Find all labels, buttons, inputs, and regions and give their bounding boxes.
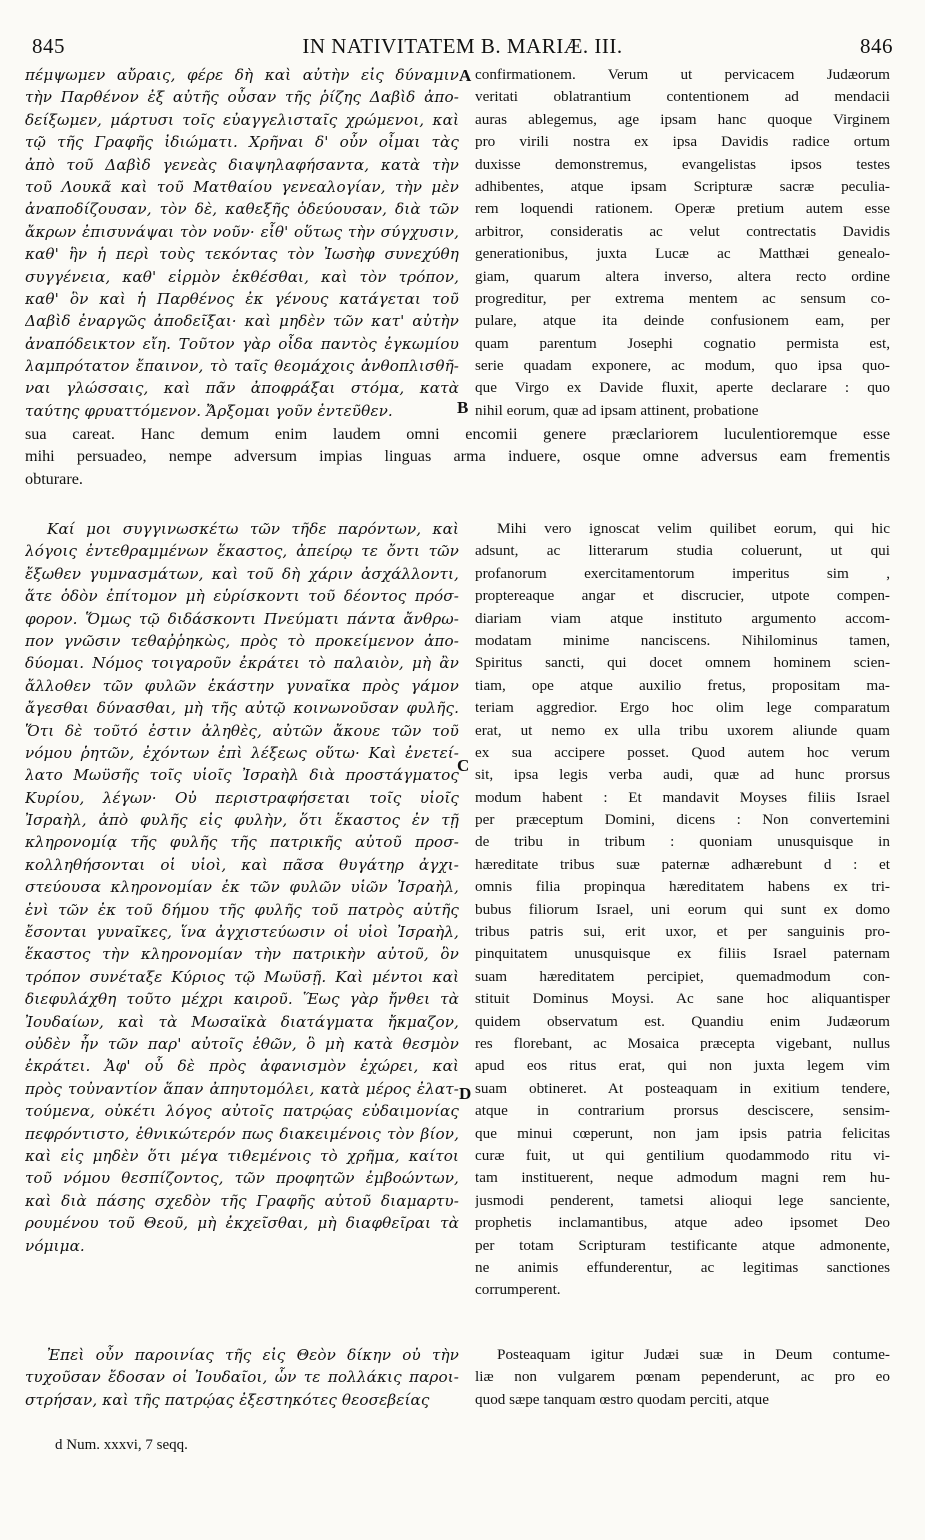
page-number-left: 845 [32, 34, 65, 58]
text-line: generationibus, juxta Lucæ ac Matthæi genealo- [475, 245, 890, 263]
text-line: sua careat. Hanc demum enim laudem omni encomii genere præclariorem luculentioremque esse [25, 425, 890, 443]
text-line: tiam, ope atque auxilio fretus, propositam ma- [475, 676, 890, 694]
text-line: κολληθήσονται οἱ υἱοὶ, καὶ πᾶσα θυγάτηρ ἀγχι- [25, 855, 459, 874]
text-line: jusmodi penderent, tametsi alioqui lege sanciente, [475, 1191, 890, 1209]
text-line: proptereaque angar et discrucier, utpote compen- [475, 587, 890, 605]
text-line: λόγοις ἐντεθραμμένων ἕκαστος, ἀπείρῳ τε ὄντι τῶν [25, 542, 459, 561]
full-width-latin-paragraph [25, 423, 890, 490]
text-line: modum habent : Et mandavit Moyses filiis Israel [475, 788, 890, 806]
text-line: στεύουσα κληρονομίαν ἐκ τῶν φυλῶν υἱῶν Ἰσραὴλ, [25, 878, 459, 897]
text-line: ἑνὶ τῶν ἐκ τοῦ δήμου τῆς φυλῆς τοῦ πατρὸς αὐτῆς [25, 900, 459, 919]
text-line: res florebant, ac Mosaica præcepta vigebant, nullus [475, 1034, 890, 1052]
text-line: teriam aggredior. Ergo hoc olim lege comparatum [475, 699, 890, 717]
text-line: confirmationem. Verum ut pervicacem Judæorum [475, 66, 890, 83]
text-line: ἀναπόδεικτον εἴη. Τοῦτον γὰρ οἶδα παντὸς ἐγκωμίου [25, 334, 459, 353]
text-line: nihil eorum, quæ ad ipsam attinent, probatione [475, 401, 759, 419]
text-line: τρόπον συνέταξε Κύριος τῷ Μωϋσῇ. Καὶ μέντοι καὶ [25, 967, 459, 986]
text-line: sit, ipsa legis verba audi, quæ ad hunc prorsus [475, 766, 890, 784]
text-line: ἄγεσθαι δύνασθαι, μὴ τῆς αὐτῷ κοινωνοῦσαν φυλῆς. [25, 699, 459, 718]
greek-column-part-2 [25, 518, 459, 1257]
text-line: pinquitatem unusquisque ex filiis Israel paternam [475, 945, 890, 963]
text-line: ἄλλοθεν τῶν φυλῶν ἑκάστην γυναῖκα πρὸς γάμον [25, 676, 459, 695]
text-line: apud eos ritus erat, qui non juxta legem vim [475, 1057, 890, 1075]
text-line: stituit Dominus Moysi. Ac sane hoc aliquantisper [475, 990, 890, 1008]
text-line: πέμψωμεν αὔραις, φέρε δὴ καὶ αὐτὴν εἰς δύναμιν [25, 66, 459, 84]
text-line: prophetis inclamantibus, atque adeo ipsomet Deo [475, 1214, 890, 1232]
text-line: νόμου ῥητῶν, ἐχόντων ἐπὶ λέξεως οὕτω· Καὶ ἐνετεί- [25, 743, 459, 762]
text-line: Mihi vero ignoscat velim quilibet eorum, qui hic [497, 520, 890, 537]
text-line: Καί μοι συγγινωσκέτω τῶν τῆδε παρόντων, καὶ [47, 520, 459, 538]
text-line: obturare. [25, 469, 83, 488]
text-line: erat, ut nemo ex ulla tribu uxorem aliunde quam [475, 721, 890, 739]
latin-column-part-1 [475, 64, 890, 422]
text-line: ἀπὸ τοῦ Δαβὶδ γενεὰς διαψηλαφήσαντα, κατὰ τὴν [25, 155, 459, 174]
text-line: quam parentum Josephi cognatio permista est, [475, 334, 890, 352]
text-line: πον γνῶσιν τεθαῤῥηκὼς, πρὸς τὸ προκείμενον ἀπο- [25, 631, 459, 650]
text-line: giam, quarum altera inverso, altera recto ordine [475, 267, 890, 285]
text-line: πρὸς τοὐναντίον ἅπαν ἀπηυτομόλει, κατὰ μέρος ἐλατ- [25, 1079, 459, 1098]
text-line: duxisse demonstremus, evangelistas ipsos testes [475, 155, 890, 173]
text-line: adhibentes, atque ipsam Scripturæ sacræ peculia- [475, 177, 890, 195]
text-line: ναι γλώσσαις, καὶ πᾶν ἀποφράξαι στόμα, κατὰ [25, 379, 459, 398]
text-line: mihi persuadeo, nempe adversum impias linguas arma induere, osque omne adversus eam frementis [25, 447, 890, 466]
text-line: modatam minime nanciscens. Nihilominus tamen, [475, 631, 890, 649]
text-line: λαμπρότατον ἔπαινον, τὸ ταῖς θεομάχοις ἀνθοπλισθῆ- [25, 357, 459, 376]
footnote: d Num. xxxvi, 7 seqq. [55, 1437, 188, 1453]
text-line: πεφρόντιστο, ἐθνικώτερόν πως διακειμένοις τὸν βίον, [25, 1124, 459, 1143]
text-line: ρουμένου τοῦ Θεοῦ, μὴ ἐκχεῖσθαι, μὴ διαφθεῖραι τὰ [25, 1214, 459, 1233]
text-line: καθ' ἣν ἡ περὶ τοὺς τεκόντας τὸν Ἰωσὴφ συνεχύθη [25, 245, 459, 264]
text-line: veritati oblatrantium contentionem ad mendacii [475, 88, 890, 106]
text-line: tribus patris sui, erit uxor, et per sanguinis pro- [475, 923, 890, 941]
text-line: ταύτης φρυαττόμενον. Ἄρξομαι γοῦν ἐντεῦθεν. [25, 401, 393, 420]
text-line: ἔξωθεν γυμνασμάτων, καὶ τοῦ δὴ χάριν ἀσχάλλοντι, [25, 564, 459, 583]
text-line: ἕκαστος τὴν κληρονομίαν τὴν πατρικὴν αὐτοῦ, ὃν [25, 945, 459, 964]
text-line: diariam viam atque instituto argumento accom- [475, 609, 890, 627]
text-line: Ὅτι δὲ τοῦτό ἐστιν ἀληθὲς, αὐτῶν ἄκουε τῶν τοῦ [25, 721, 459, 740]
text-line: hæreditate tribus suæ paternæ adhærebunt d : et [475, 855, 890, 873]
text-line: rem loquendi rationem. Operæ pretium autem esse [475, 200, 890, 218]
text-line: κληρονομίᾳ τῆς φυλῆς τῆς πατρικῆς αὐτοῦ προσ- [25, 833, 459, 852]
text-line: ex sua accipere posset. Quod autem hoc verum [475, 743, 890, 761]
text-line: omnis filia propinqua hæreditatem habens ex tri- [475, 878, 890, 896]
text-line: διεφυλάχθη τοῦτο μέχρι καιροῦ. Ἕως γὰρ ἤνθει τὰ [25, 990, 459, 1009]
text-line: suam obtineret. At posteaquam in exitium tendere, [475, 1079, 890, 1097]
latin-column-part-3 [475, 1344, 890, 1411]
text-line: atque in contrarium prorsus desciscere, sensim- [475, 1102, 890, 1120]
text-line: καὶ εἰς μηδὲν ὅτι μέγα τιθεμένοις τὸ χρῆμα, καίτοι [25, 1146, 459, 1165]
text-line: τούμενα, οὐκέτι λόγος αὐτοῖς πατρῴας εὐδαιμονίας [25, 1102, 459, 1121]
margin-mark-d: D [459, 1084, 472, 1103]
text-line: profanorum exercitamentorum imperitus sim , [475, 564, 890, 582]
latin-column-part-2 [475, 518, 890, 1302]
margin-mark-c: C [457, 756, 470, 775]
text-line: bubus filiorum Israel, uni eorum qui sunt ex domo [475, 900, 890, 918]
text-line: que minui cœperunt, non jam ipsis patria felicitas [475, 1124, 890, 1142]
text-line: τυχοῦσαν ἔδοσαν οἱ Ἰουδαῖοι, ὧν τε πολλάκις παροι- [25, 1368, 459, 1387]
text-line: λατο Μωϋσῆς τοῖς υἱοῖς Ἰσραὴλ διὰ προστάγματος [25, 766, 459, 785]
text-line: Κυρίου, λέγων· Οὐ περιστραφήσεται τοῖς υἱοῖς [25, 788, 459, 807]
text-line: ἐκράτει. Ἀφ' οὗ δὲ πρὸς ἀφανισμὸν ἐχώρει, καὶ [25, 1057, 459, 1076]
text-line: Spiritus sancti, qui docet omnem hominem scien- [475, 654, 890, 672]
text-line: φορον. Ὅμως τῷ διδάσκοντι Πνεύματι πάντα ἄνθρω- [25, 609, 459, 628]
text-line: συγγένεια, καθ' εἱρμὸν ἐκθέσθαι, καὶ τὸν τρόπον, [25, 267, 459, 286]
text-line: δείξωμεν, μάρτυσι τοῖς εὐαγγελισταῖς χρώμενοι, καὶ [25, 110, 459, 129]
text-line: τῷ τῆς Γραφῆς ἰδιώματι. Χρῆναι δ' οὖν οἶμαι τὰς [25, 133, 459, 152]
margin-mark-b: B [457, 398, 469, 417]
running-header [32, 34, 893, 62]
text-line: οὐδὲν ἦν τῶν παρ' αὐτοῖς ἐθῶν, ὃ μὴ κατὰ θεσμὸν [25, 1034, 459, 1053]
text-line: ἄκρων ἐπισυνάψαι τὸν νοῦν· εἶθ' οὕτως τὴν σύγχυσιν, [25, 222, 459, 241]
text-line: curæ fuit, ut qui gentilium quodammodo ritu vi- [475, 1146, 890, 1164]
text-line: arbitror, consideratis ac velut contrectatis Davidis [475, 222, 890, 240]
text-line: Δαβὶδ ἐναργῶς ἀποδεῖξαι· καὶ μηδὲν τῶν κατ' αὐτὴν [25, 312, 459, 331]
text-line: corrumperent. [475, 1281, 561, 1299]
greek-column-part-1 [25, 64, 459, 422]
text-line: ἔσονται γυναῖκες, ἵνα ἀγχιστεύωσιν οἱ υἱοὶ Ἰσραὴλ, [25, 923, 459, 942]
greek-column-part-3 [25, 1344, 459, 1411]
text-line: suam hæreditatem percipiet, quemadmodum con- [475, 967, 890, 985]
text-line: ἀναποδίζουσαν, τὸν δὲ, καθεξῆς ὁδεύουσαν, διὰ τῶν [25, 200, 459, 219]
text-line: καὶ διὰ πάσης σχεδὸν τῆς Γραφῆς αὐτοῦ διαμαρτυ- [25, 1191, 459, 1210]
text-line: tam instituerent, neque admodum magni rem hu- [475, 1169, 890, 1187]
page-number-right: 846 [860, 34, 893, 58]
text-line: στρήσαν, καὶ τῆς πατρῴας ἐξεστηκότες θεοσεβείας [25, 1390, 430, 1409]
text-line: adsunt, ac litterarum studia coluerunt, ut qui [475, 542, 890, 560]
text-line: progreditur, per extrema mentem ac sensum co- [475, 289, 890, 307]
text-line: auras ablegemus, age ipsam hanc quoque Virginem [475, 110, 890, 128]
text-line: quod sæpe tanquam œstro quodam perciti, atque [475, 1390, 769, 1408]
text-line: de tribu in tribum : quoniam unusquisque in [475, 833, 890, 851]
text-line: δύομαι. Νόμος τοιγαροῦν ἐκράτει τὸ παλαιὸν, μὴ ἂν [25, 654, 459, 673]
text-line: Posteaquam igitur Judæi suæ in Deum contume- [497, 1346, 890, 1363]
text-line: ne animis effunderentur, ac legitimas sanctiones [475, 1258, 890, 1276]
text-line: καθ' ὃν καὶ ἡ Παρθένος ἐκ γένους κατάγεται τοῦ [25, 289, 459, 308]
text-line: pro virili nostra ex ipsa Davidis radice ortum [475, 133, 890, 151]
text-line: quidem observatum est. Quandiu enim Judæorum [475, 1012, 890, 1030]
text-line: pulare, atque ita deinde confusionem eam, per [475, 312, 890, 330]
text-line: Ἰουδαίων, καὶ τὰ Μωσαϊκὰ διατάγματα ἤκμαζον, [25, 1012, 459, 1031]
text-line: per præceptum Domini, dicens : Non convertemini [475, 811, 890, 829]
text-line: ἅτε ὁδὸν ἐπίτομον μὴ εὑρίσκοντι τοῦ δέοντος πρόσ- [25, 587, 459, 606]
running-title: IN NATIVITATEM B. MARIÆ. III. [302, 34, 623, 58]
text-line: τὴν Παρθένον ἐξ αὐτῆς οὖσαν τῆς ῥίζης Δαβὶδ ἀπο- [25, 88, 459, 107]
text-line: per totam Scripturam testificante atque admonente, [475, 1236, 890, 1254]
text-line: τοῦ Λουκᾶ καὶ τοῦ Ματθαίου γενεαλογίαν, τὴν μὲν [25, 177, 459, 196]
text-line: que Virgo ex Davide fluxit, aperte declarare : quo [475, 379, 890, 397]
text-line: νόμιμα. [25, 1236, 85, 1255]
text-line: Ἐπεὶ οὖν παροινίας τῆς εἰς Θεὸν δίκην οὐ τὴν [47, 1346, 459, 1364]
text-line: serie quadam exponere, ac modum, quo ipsa quo- [475, 357, 890, 375]
text-line: Ἰσραὴλ, ἀπὸ φυλῆς εἰς φυλὴν, ὅτι ἕκαστος ἐν τῇ [25, 811, 459, 830]
margin-mark-a: A [459, 66, 472, 85]
text-line: τοῦ νόμου θεσπίζοντος, τῶν προφητῶν ἐμβοώντων, [25, 1169, 459, 1188]
text-line: liæ non vulgarem pœnam pependerunt, ac pro eo [475, 1368, 890, 1386]
